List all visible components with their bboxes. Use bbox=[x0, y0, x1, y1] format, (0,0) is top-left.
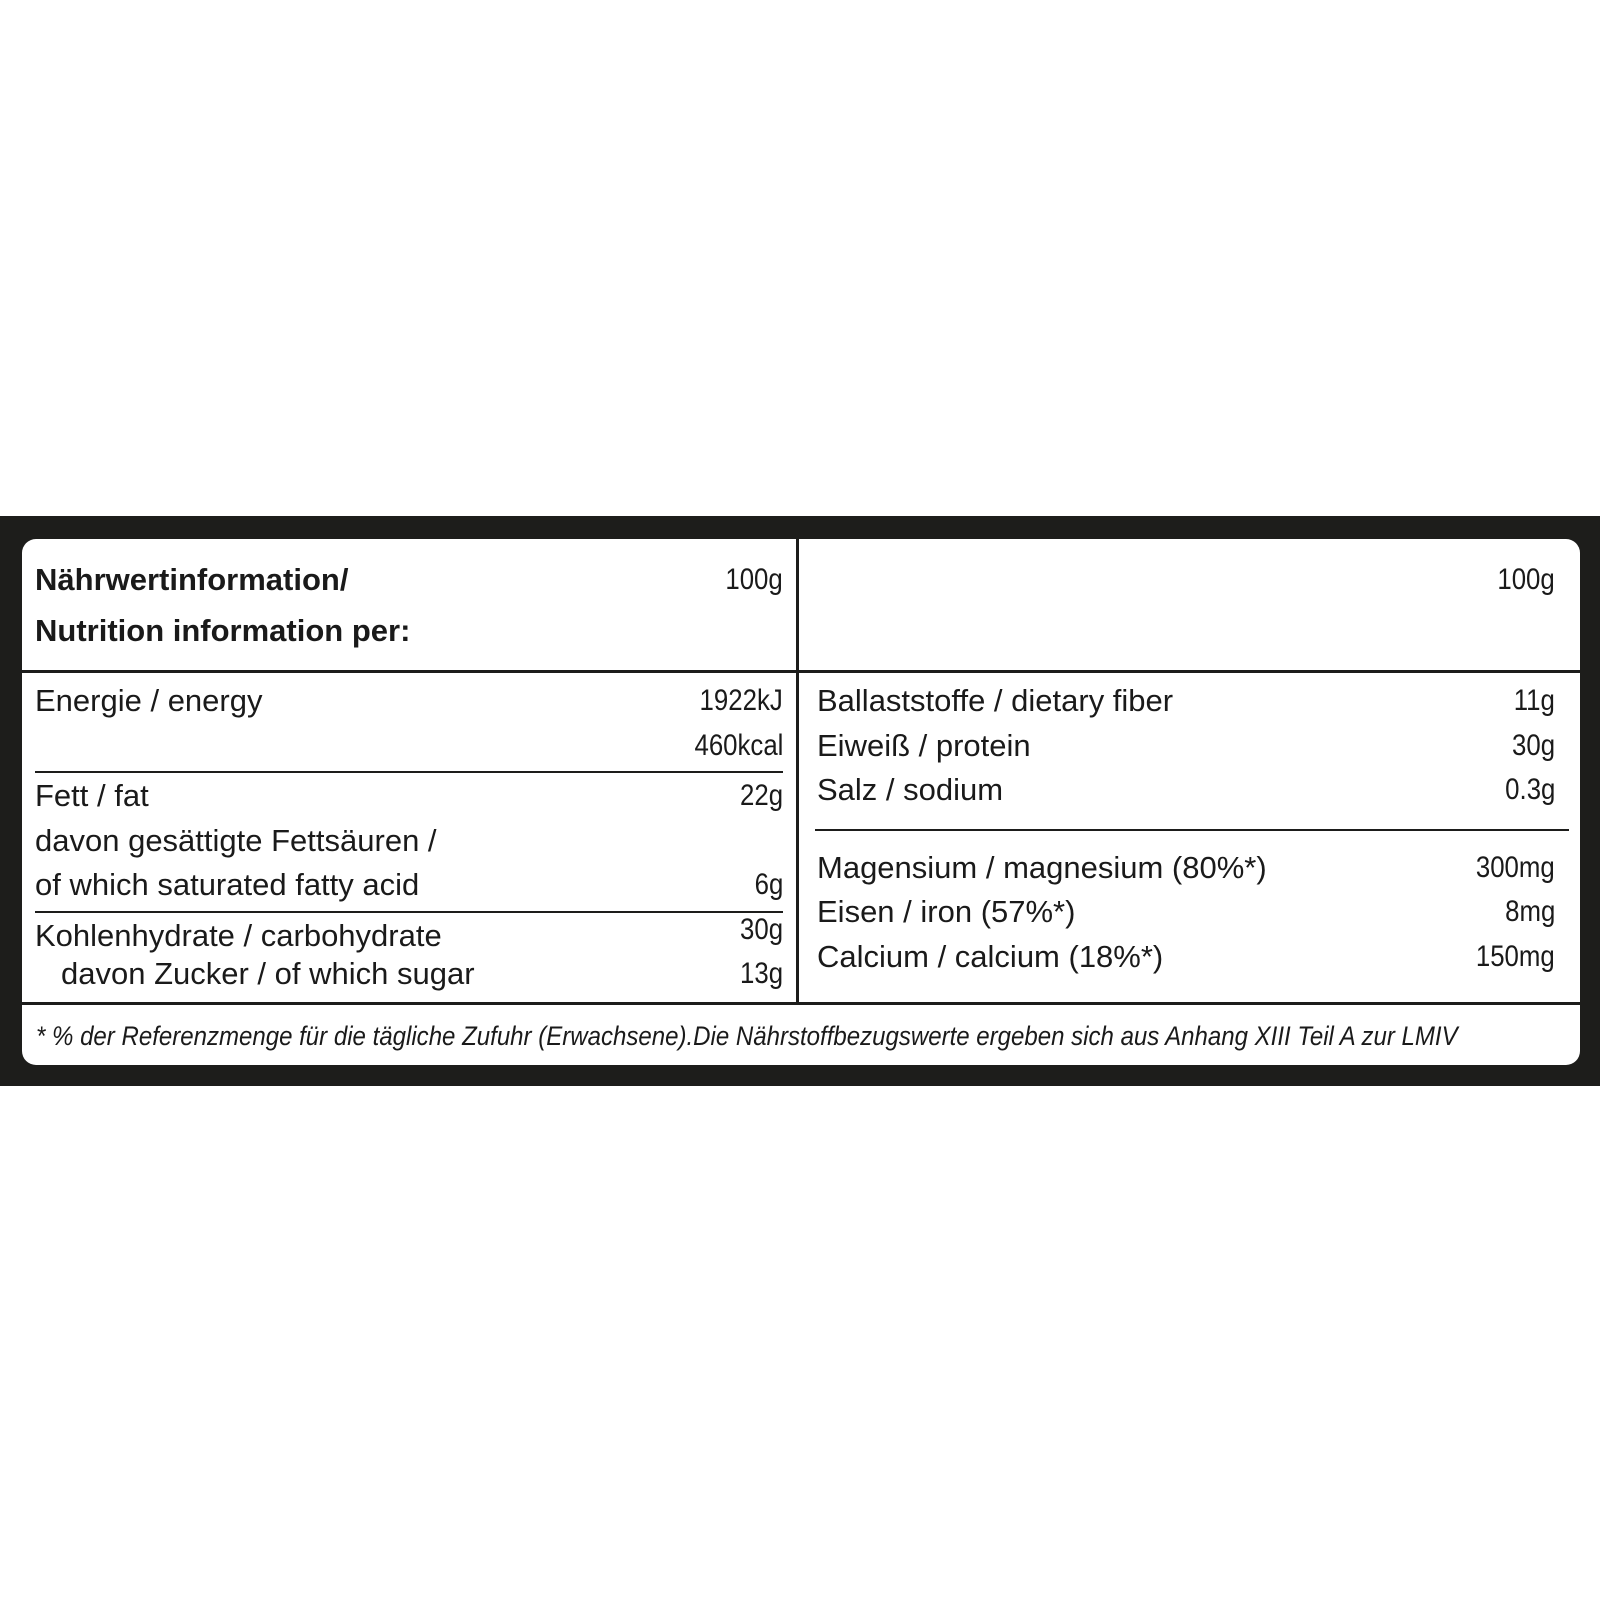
footnote-divider bbox=[22, 1002, 1580, 1005]
sugar-value: 13g bbox=[739, 957, 783, 990]
calcium-label: Calcium / calcium (18%*) bbox=[817, 939, 1164, 974]
calcium-value: 150mg bbox=[1476, 940, 1555, 973]
protein-label: Eiweiß / protein bbox=[817, 728, 1031, 763]
header-title-line1: Nährwertinformation/ bbox=[35, 562, 349, 597]
fat-carb-divider bbox=[35, 911, 783, 913]
saturated-fat-label-line1: davon gesättigte Fettsäuren / bbox=[35, 823, 437, 858]
fat-value: 22g bbox=[739, 779, 783, 812]
header-divider bbox=[22, 670, 1580, 673]
fat-label: Fett / fat bbox=[35, 778, 149, 813]
carbohydrate-label: Kohlenhydrate / carbohydrate bbox=[35, 918, 442, 953]
column-divider bbox=[796, 539, 799, 1004]
right-unit-label: 100g bbox=[1497, 563, 1555, 596]
energy-kcal-value: 460kcal bbox=[694, 729, 783, 762]
salt-value: 0.3g bbox=[1504, 773, 1555, 806]
header-title-line2: Nutrition information per: bbox=[35, 613, 411, 648]
salt-label: Salz / sodium bbox=[817, 772, 1004, 807]
energy-label: Energie / energy bbox=[35, 683, 263, 718]
magnesium-value: 300mg bbox=[1476, 851, 1555, 884]
saturated-fat-label-line2: of which saturated fatty acid bbox=[35, 867, 420, 902]
protein-value: 30g bbox=[1511, 729, 1555, 762]
energy-fat-divider bbox=[35, 771, 783, 773]
left-unit-label: 100g bbox=[725, 563, 783, 596]
energy-kj-value: 1922kJ bbox=[699, 684, 783, 717]
salt-mineral-divider bbox=[815, 829, 1569, 831]
fiber-label: Ballaststoffe / dietary fiber bbox=[817, 683, 1174, 718]
carbohydrate-value: 30g bbox=[739, 913, 783, 946]
iron-label: Eisen / iron (57%*) bbox=[817, 894, 1076, 929]
iron-value: 8mg bbox=[1504, 895, 1555, 928]
reference-footnote: * % der Referenzmenge für die tägliche Zufuhr (Erwachsene).Die Nährstoffbezugswerte ergeben sich aus Anhang XIII Teil A zur LMIV bbox=[36, 1021, 1458, 1051]
magnesium-label: Magensium / magnesium (80%*) bbox=[817, 850, 1267, 885]
saturated-fat-value: 6g bbox=[754, 868, 783, 901]
fiber-value: 11g bbox=[1513, 684, 1555, 717]
sugar-label: davon Zucker / of which sugar bbox=[61, 956, 475, 991]
